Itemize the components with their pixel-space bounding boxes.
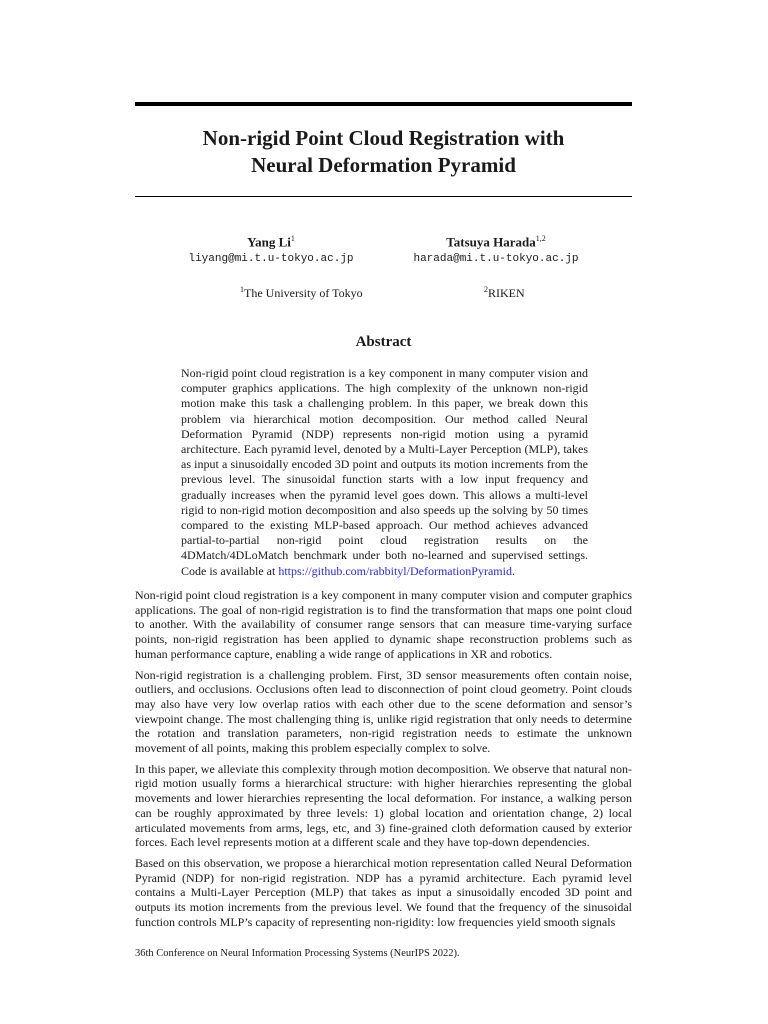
paragraph: Non-rigid registration is a challenging problem. First, 3D sensor measurements often contain noise, outliers, and occlusions. Occlusions often lead to disconnection of point cloud geometry. Point clouds may also have very low overlap ratios with each other due to the scene deformation and sensor’s viewpoint change. The most challenging thing is, unlike rigid registration that only needs to determine the rotation and translation parameters, non-rigid registration needs to estimate the unknown movement of all points, making this problem especially complex to solve. <box>135 667 632 756</box>
abstract-text: Non-rigid point cloud registration is a key component in many computer vision and computer graphics applications. The high complexity of the unknown non-rigid motion make this task a challenging problem. In this paper, we break down this problem via hierarchical motion decomposition. Our method called Neural Deformation Pyramid (NDP) represents non-rigid motion using a pyramid architecture. Each pyramid level, denoted by a Multi-Layer Perception (MLP), takes as input a sinusoidally encoded 3D point and outputs its motion increments from the previous level. The sinusoidal function starts with a low input frequency and gradually increases when the pyramid level goes down. This allows a multi-level rigid to non-rigid motion decomposition and also speeds up the solving by 50 times compared to the existing MLP-based approach. Our method achieves advanced partial-to-partial non-rigid point cloud registration results on the 4DMatch/4DLoMatch benchmark under both no-learned and supervised settings. Code is available at https://github.com/rabbityl/DeformationPyramid. <box>181 366 588 578</box>
author-name: Yang Li$^1$ <box>247 234 295 250</box>
paragraph: Non-rigid point cloud registration is a key component in many computer vision and computer graphics applications. The goal of non-rigid registration is to find the transformation that maps one point cloud to another. With the availability of consumer range sensors that can measure time-varying surface points, non-rigid registration has been applied to dynamic shape reconstruction problems such as human performance capture, enabling a wide range of applications in XR and robotics. <box>135 588 632 661</box>
author-block-2 <box>376 230 616 267</box>
conference-footer: 36th Conference on Neural Information Processing Systems (NeurIPS 2022). <box>135 948 460 959</box>
paper-title <box>135 125 632 179</box>
author-email: harada@mi.t.u-tokyo.ac.jp <box>413 253 579 266</box>
top-rule <box>135 102 632 106</box>
author-block-1 <box>151 230 391 267</box>
code-link[interactable]: https://github.com/rabbityl/DeformationPyramid <box>278 563 512 578</box>
abstract-heading: Abstract <box>355 334 412 350</box>
title-line-1: Non-rigid Point Cloud Registration with <box>202 126 565 150</box>
author-email: liyang@mi.t.u-tokyo.ac.jp <box>188 253 354 266</box>
affiliation-1: $^1$The University of Tokyo <box>240 285 363 300</box>
paragraph: Based on this observation, we propose a hierarchical motion representation called Neural Deformation Pyramid (NDP) for non-rigid registration. NDP has a pyramid architecture. Each pyramid level contains a Multi-Layer Perception (MLP) that takes as input a sinusoidally encoded 3D point and outputs its motion increments from the previous level. We found that the frequency of the sinusoidal function controls MLP’s capacity of representing non-rigidity: low frequencies yield smooth signals <box>135 855 632 929</box>
author-name: Tatsuya Harada$^{1,2}$ <box>446 234 546 250</box>
title-line-2: Neural Deformation Pyramid <box>251 153 516 177</box>
paragraph: In this paper, we alleviate this complexity through motion decomposition. We observe that natural non-rigid motion usually forms a hierarchical structure: with higher hierarchies representing the global movements and lower hierarchies representing the local deformation. For instance, a walking person can be roughly approximated by three levels: 1) global location and orientation change, 2) local articulated movements from arms, legs, etc, and 3) fine-grained cloth deformation caused by exterior forces. Each level represents motion at a different scale and they have top-down dependencies. <box>135 761 632 850</box>
title-rule <box>135 196 632 197</box>
body-text <box>135 588 632 935</box>
affiliation-2: $^2$RIKEN <box>484 285 525 300</box>
